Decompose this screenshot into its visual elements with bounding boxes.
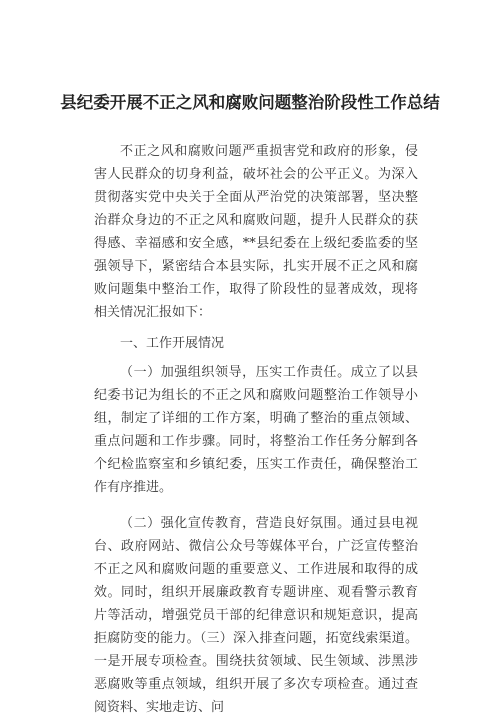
paragraph-organization-leadership: （一）加强组织领导，压实工作责任。成立了以县纪委书记为组长的不正之风和腐败问题整治工作领导小组，制定了详细的工作方案，明确了整治的重点领域、重点问题和工作步骤。同时，将整治工作任务分解到各个纪检监察室和乡镇纪委，压实工作责任，确保整治工作有序推进。 xyxy=(94,365,418,495)
paragraph-publicity-education: （二）强化宣传教育，营造良好氛围。通过县电视台、政府网站、微信公众号等媒体平台，广泛宣传整治不正之风和腐败问题的重要意义、工作进展和取得的成效。同时，组织开展廉政教育专题讲座、观看警示教育片等活动，增强党员干部的纪律意识和规矩意识，提高拒腐防变的能力。（三）深入排查问题，拓宽线索渠道。一是开展专项检查。围绕扶贫领域、民生领域、涉黑涉恶腐败等重点领域，组织开展了多次专项检查。通过查阅资料、实地走访、问 xyxy=(94,516,418,715)
document-body xyxy=(94,140,418,719)
intro-paragraph: 不正之风和腐败问题严重损害党和政府的形象，侵害人民群众的切身利益，破坏社会的公平正义。为深入贯彻落实党中央关于全面从严治党的决策部署，坚决整治群众身边的不正之风和腐败问题，提升人民群众的获得感、幸福感和安全感，**县纪委在上级纪委监委的坚强领导下，紧密结合本县实际，扎实开展不正之风和腐败问题集中整治工作，取得了阶段性的显著成效，现将相关情况汇报如下： xyxy=(94,144,418,320)
document-title: 县纪委开展不正之风和腐败问题整治阶段性工作总结 xyxy=(60,93,440,112)
section-heading-work-progress: 一、工作开展情况 xyxy=(120,336,225,351)
